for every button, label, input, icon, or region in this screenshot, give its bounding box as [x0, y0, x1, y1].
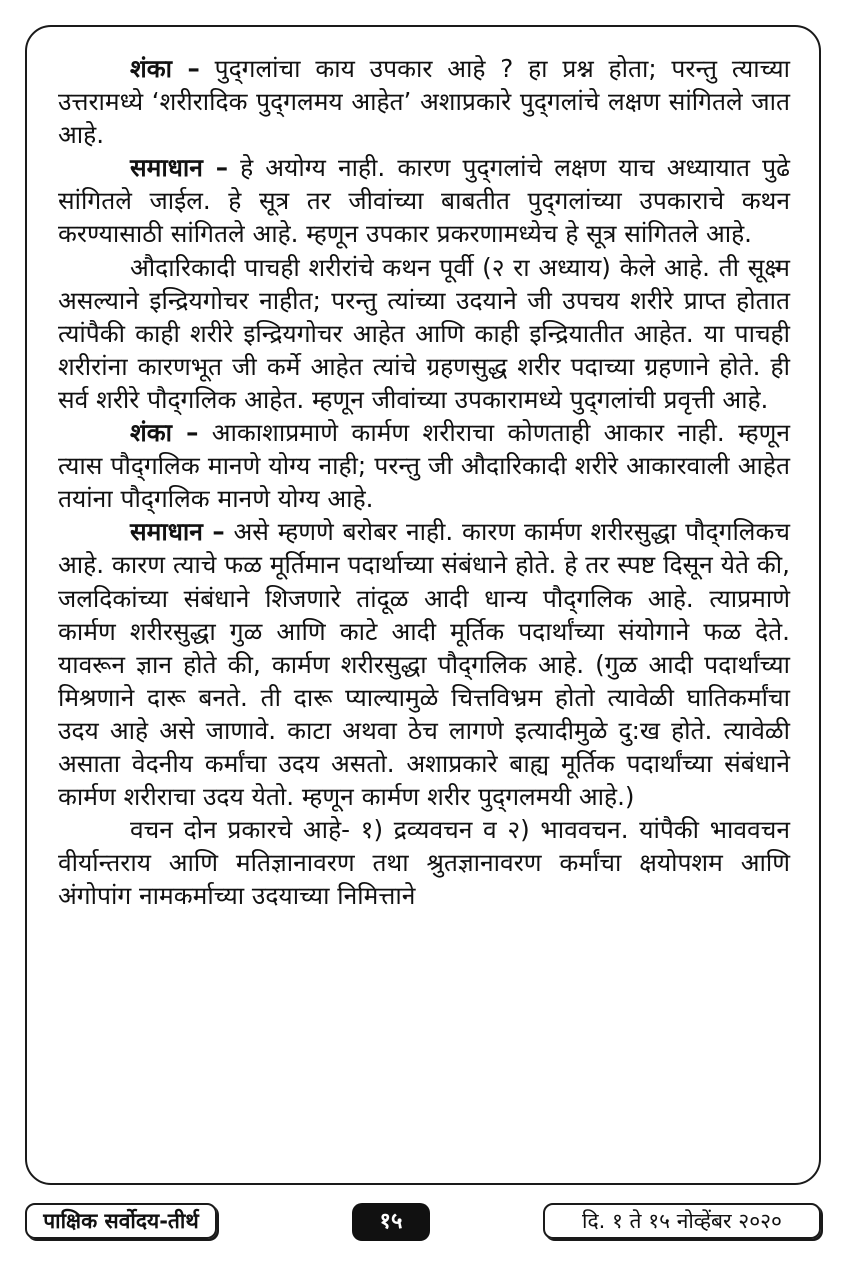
paragraph-samadhan-2 — [58, 515, 790, 813]
paragraph-text: औदारिकादी पाचही शरीरांचे कथन पूर्वी (२ रा अध्याय) केले आहे. ती सूक्ष्म असल्याने इन्द्रियगोचर नाहीत; परन्तु त्यांच्या उदयाने जी उपचय शरीरे प्राप्त होतात त्यांपैकी काही शरीरे इन्द्रियगोचर आहेत आणि काही इन्द्रियातीत आहेत. या पाचही शरीरांना कारणभूत जी कर्मे आहेत त्यांचे ग्रहणसुद्ध शरीर पदाच्या ग्रहणाने होते. ही सर्व शरीरे पौद्‌गलिक आहेत. म्हणून जीवांच्या उपकारामध्ये पुद्‌गलांची प्रवृत्ती आहे. — [58, 252, 790, 414]
paragraph-audarik — [58, 251, 790, 416]
page-number: १५ — [352, 1203, 430, 1241]
paragraph-vachan — [58, 813, 790, 912]
paragraph-lead: समाधान – — [130, 153, 228, 183]
body-text — [58, 52, 790, 912]
issue-date: दि. १ ते १५ नोव्हेंबर २०२० — [543, 1203, 821, 1239]
paragraph-text: असे म्हणणे बरोबर नाही. कारण कार्मण शरीरसुद्धा पौद्‌गलिकच आहे. कारण त्याचे फळ मूर्तिमान पदार्थाच्या संबंधाने होते. हे तर स्पष्ट दिसून येते की, जलदिकांच्या संबंधाने शिजणारे तांदूळ आदी धान्य पौद्‌गलिक आहे. त्याप्रमाणे कार्मण शरीरसुद्धा गुळ आणि काटे आदी मूर्तिक पदार्थांच्या संयोगाने फळ देते. यावरून ज्ञान होते की, कार्मण शरीरसुद्धा पौद्‌गलिक आहे. (गुळ आदी पदार्थांच्या मिश्रणाने दारू बनते. ती दारू प्याल्यामुळे चित्तविभ्रम होतो त्यावेळी घातिकर्मांचा उदय आहे असे जाणावे. काटा अथवा ठेच लागणे इत्यादीमुळे दु:ख होते. त्यावेळी असाता वेदनीय कर्मांचा उदय असतो. अशाप्रकारे बाह्य मूर्तिक पदार्थांच्या संबंधाने कार्मण शरीराचा उदय येतो. म्हणून कार्मण शरीर पुद्‌गलमयी आहे.) — [58, 517, 790, 812]
paragraph-text: वचन दोन प्रकारचे आहे- १) द्रव्यवचन व २) भाववचन. यांपैकी भाववचन वीर्यान्तराय आणि मतिज्ञानावरण तथा श्रुतज्ञानावरण कर्मांचा क्षयोपशम आणि अंगोपांग नामकर्माच्या उदयाच्या निमित्ताने — [58, 815, 790, 911]
paragraph-text: हे अयोग्य नाही. कारण पुद्‌गलांचे लक्षण याच अध्यायात पुढे सांगितले जाईल. हे सूत्र तर जीवांच्या बाबतीत पुद्‌गलांच्या उपकाराचे कथन करण्यासाठी सांगितले आहे. म्हणून उपकार प्रकरणामध्येच हे सूत्र सांगितले आहे. — [58, 153, 790, 249]
paragraph-lead: शंका – — [130, 418, 199, 448]
paragraph-shanka-1 — [58, 52, 790, 151]
paragraph-samadhan-1 — [58, 151, 790, 250]
publication-name: पाक्षिक सर्वोदय-तीर्थ — [25, 1203, 217, 1239]
paragraph-shanka-2 — [58, 416, 790, 515]
paragraph-lead: शंका – — [130, 54, 200, 83]
paragraph-text: आकाशाप्रमाणे कार्मण शरीराचा कोणताही आकार नाही. म्हणून त्यास पौद्‌गलिक मानणे योग्य नाही; परन्तु जी औदारिकादी शरीरे आकारवाली आहेत तयांना पौद्‌गलिक मानणे योग्य आहे. — [58, 418, 791, 514]
paragraph-text: पुद्‌गलांचा काय उपकार आहे ? हा प्रश्न होता; परन्तु त्याच्या उत्तरामध्ये ‘शरीरादिक पुद्‌गलमय आहेत’ अशाप्रकारे पुद्‌गलांचे लक्षण सांगितले जात आहे. — [58, 54, 790, 150]
paragraph-lead: समाधान – — [130, 517, 225, 547]
